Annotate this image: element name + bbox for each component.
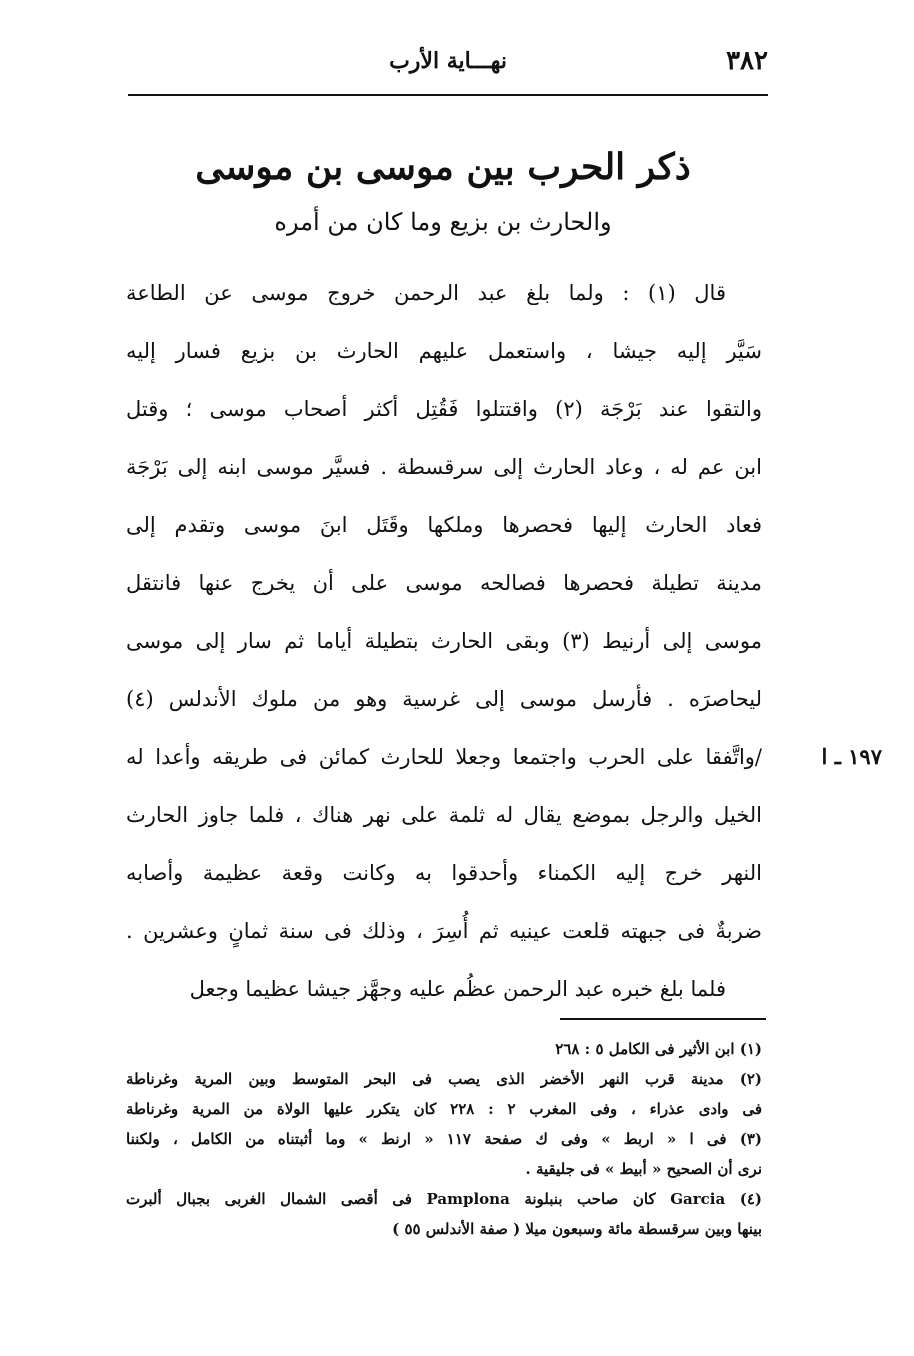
body-line: مدينة تطيلة فحصرها فصالحه موسى على أن يخرج عنها فانتقل <box>126 571 762 595</box>
footnote-line: نرى أن الصحيح « أبيط » فى جليقية . <box>525 1160 762 1178</box>
footnote-rule <box>560 1018 766 1020</box>
body-text <box>126 264 762 1018</box>
body-line: سَيَّر إليه جيشا ، واستعمل عليهم الحارث بن بزيع فسار إليه <box>126 339 762 363</box>
page-number: ٣٨٢ <box>726 46 768 76</box>
body-line: والتقوا عند بَرْجَة (٢) واقتتلوا فَقُتِل أكثر أصحاب موسى ؛ وقتل <box>126 397 762 421</box>
body-line: فلما بلغ خبره عبد الرحمن عظُم عليه وجهَّز جيشا عظيما وجعل <box>189 977 726 1001</box>
body-line: قال (١) : ولما بلغ عبد الرحمن خروج موسى عن الطاعة <box>126 281 726 305</box>
chapter-subtitle: والحارث بن بزيع وما كان من أمره <box>274 208 612 236</box>
header-rule <box>128 94 768 96</box>
margin-note: ١٩٧ ـ ا <box>821 744 882 769</box>
body-line: موسى إلى أرنيط (٣) وبقى الحارث بتطيلة أياما ثم سار إلى موسى <box>126 629 762 653</box>
footnote-line: (٤) Garcia كان صاحب بنبلونة Pamplona فى أقصى الشمال الغربى بجبال ألبرت <box>126 1190 762 1208</box>
footnote-line: (٣) فى ا « اربط » وفى ك صفحة ١١٧ « ارنط » وما أثبتناه من الكامل ، ولكننا <box>126 1130 762 1148</box>
running-title: نهـــاية الأرب <box>389 48 507 74</box>
page-header <box>128 42 768 82</box>
body-line: ابن عم له ، وعاد الحارث إلى سرقسطة . فسيَّر موسى ابنه إلى بَرْجَة <box>126 455 762 479</box>
footnote-line: فى وادى عذراء ، وفى المغرب ٢ : ٢٢٨ كان يتكرر عليها الولاة من المرية وغرناطة <box>126 1100 762 1118</box>
body-line: النهر خرج إليه الكمناء وأحدقوا به وكانت وقعة عظيمة وأصابه <box>126 861 762 885</box>
body-line: فعاد الحارث إليها فحصرها وملكها وقَتَل ابنَ موسى وتقدم إلى <box>126 513 762 537</box>
footnotes <box>126 1034 762 1244</box>
footnote-line: بينها وبين سرقسطة مائة وسبعون ميلا ( صفة الأندلس ٥٥ ) <box>392 1220 762 1238</box>
footnote-line: (٢) مدينة قرب النهر الأخضر الذى يصب فى البحر المتوسط وبين المرية وغرناطة <box>126 1070 762 1088</box>
footnote-line: (١) ابن الأثير فى الكامل ٥ : ٢٦٨ <box>555 1040 762 1058</box>
body-line: الخيل والرجل بموضع يقال له ثلمة على نهر هناك ، فلما جاوز الحارث <box>126 803 762 827</box>
chapter-title: ذكر الحرب بين موسى بن موسى <box>195 146 691 188</box>
body-line: ليحاصرَه . فأرسل موسى إلى غرسية وهو من ملوك الأندلس (٤) <box>126 687 762 711</box>
body-line: ضربةٌ فى جبهته قلعت عينيه ثم أُسِرَ ، وذلك فى سنة ثمانٍ وعشرين . <box>126 919 762 943</box>
body-line: /واتَّفقا على الحرب واجتمعا وجعلا للحارث كمائن فى طريقه وأعدا له <box>126 745 762 769</box>
